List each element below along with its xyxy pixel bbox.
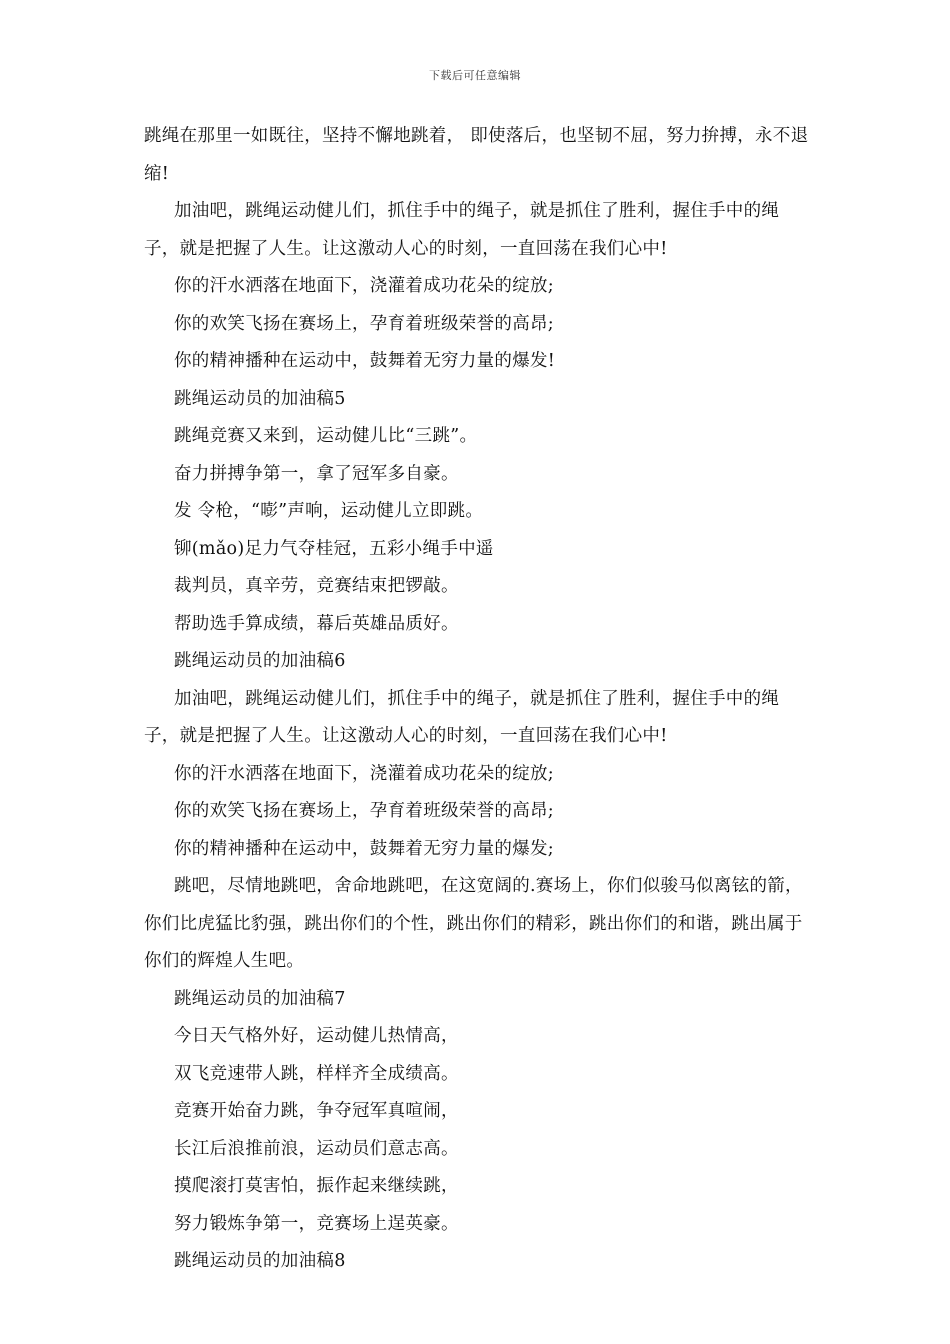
page-header: 下载后可任意编辑 <box>429 69 521 82</box>
paragraph: 你的汗水洒落在地面下，浇灌着成功花朵的绽放; <box>174 763 554 784</box>
document-body <box>144 118 809 1281</box>
paragraph: 加油吧，跳绳运动健儿们，抓住手中的绳子，就是抓住了胜利，握住手中的绳子，就是把握了人生。让这激动人心的时刻，一直回荡在我们心中! <box>144 201 780 259</box>
paragraph: 努力锻炼争第一，竞赛场上逞英豪。 <box>174 1213 459 1234</box>
paragraph: 跳绳运动员的加油稿7 <box>174 988 346 1009</box>
paragraph: 你的欢笑飞扬在赛场上，孕育着班级荣誉的高昂; <box>174 801 554 821</box>
paragraph: 帮助选手算成绩，幕后英雄品质好。 <box>174 613 459 634</box>
paragraph: 加油吧，跳绳运动健儿们，抓住手中的绳子，就是抓住了胜利，握住手中的绳子，就是把握了人生。让这激动人心的时刻，一直回荡在我们心中! <box>144 688 780 746</box>
paragraph: 你的精神播种在运动中，鼓舞着无穷力量的爆发! <box>174 351 556 371</box>
paragraph: 双飞竞速带人跳，样样齐全成绩高。 <box>174 1063 459 1084</box>
paragraph: 跳绳竞赛又来到，运动健儿比“三跳”。 <box>174 426 478 446</box>
paragraph: 跳绳运动员的加油稿8 <box>174 1251 346 1271</box>
paragraph: 跳绳运动员的加油稿5 <box>174 388 346 409</box>
paragraph: 你的欢笑飞扬在赛场上，孕育着班级荣誉的高昂; <box>174 313 554 334</box>
paragraph: 跳绳在那里一如既往，坚持不懈地跳着， 即使落后，也坚韧不屈，努力拚搏，永不退缩! <box>144 126 809 184</box>
paragraph: 发 令枪，“嘭”声响，运动健儿立即跳。 <box>174 501 484 521</box>
paragraph: 裁判员，真辛劳，竞赛结束把锣敲。 <box>174 576 459 596</box>
paragraph: 跳吧，尽情地跳吧，舍命地跳吧，在这宽阔的.赛场上，你们似骏马似离铉的箭，你们比虎猛比豹强，跳出你们的个性，跳出你们的精彩，跳出你们的和谐，跳出属于你们的辉煌人生吧。 <box>144 876 803 971</box>
paragraph: 跳绳运动员的加油稿6 <box>174 651 346 671</box>
paragraph: 摸爬滚打莫害怕，振作起来继续跳， <box>174 1176 459 1196</box>
paragraph: 奋力拼搏争第一，拿了冠军多自豪。 <box>174 463 459 484</box>
paragraph: 长江后浪推前浪，运动员们意志高。 <box>174 1138 459 1159</box>
paragraph: 你的精神播种在运动中，鼓舞着无穷力量的爆发; <box>174 838 554 859</box>
paragraph: 铆(mǎo)足力气夺桂冠，五彩小绳手中遥 <box>174 538 494 559</box>
paragraph: 你的汗水洒落在地面下，浇灌着成功花朵的绽放; <box>174 276 554 296</box>
paragraph: 竞赛开始奋力跳，争夺冠军真喧闹， <box>174 1101 459 1121</box>
paragraph: 今日天气格外好，运动健儿热情高， <box>174 1026 459 1046</box>
